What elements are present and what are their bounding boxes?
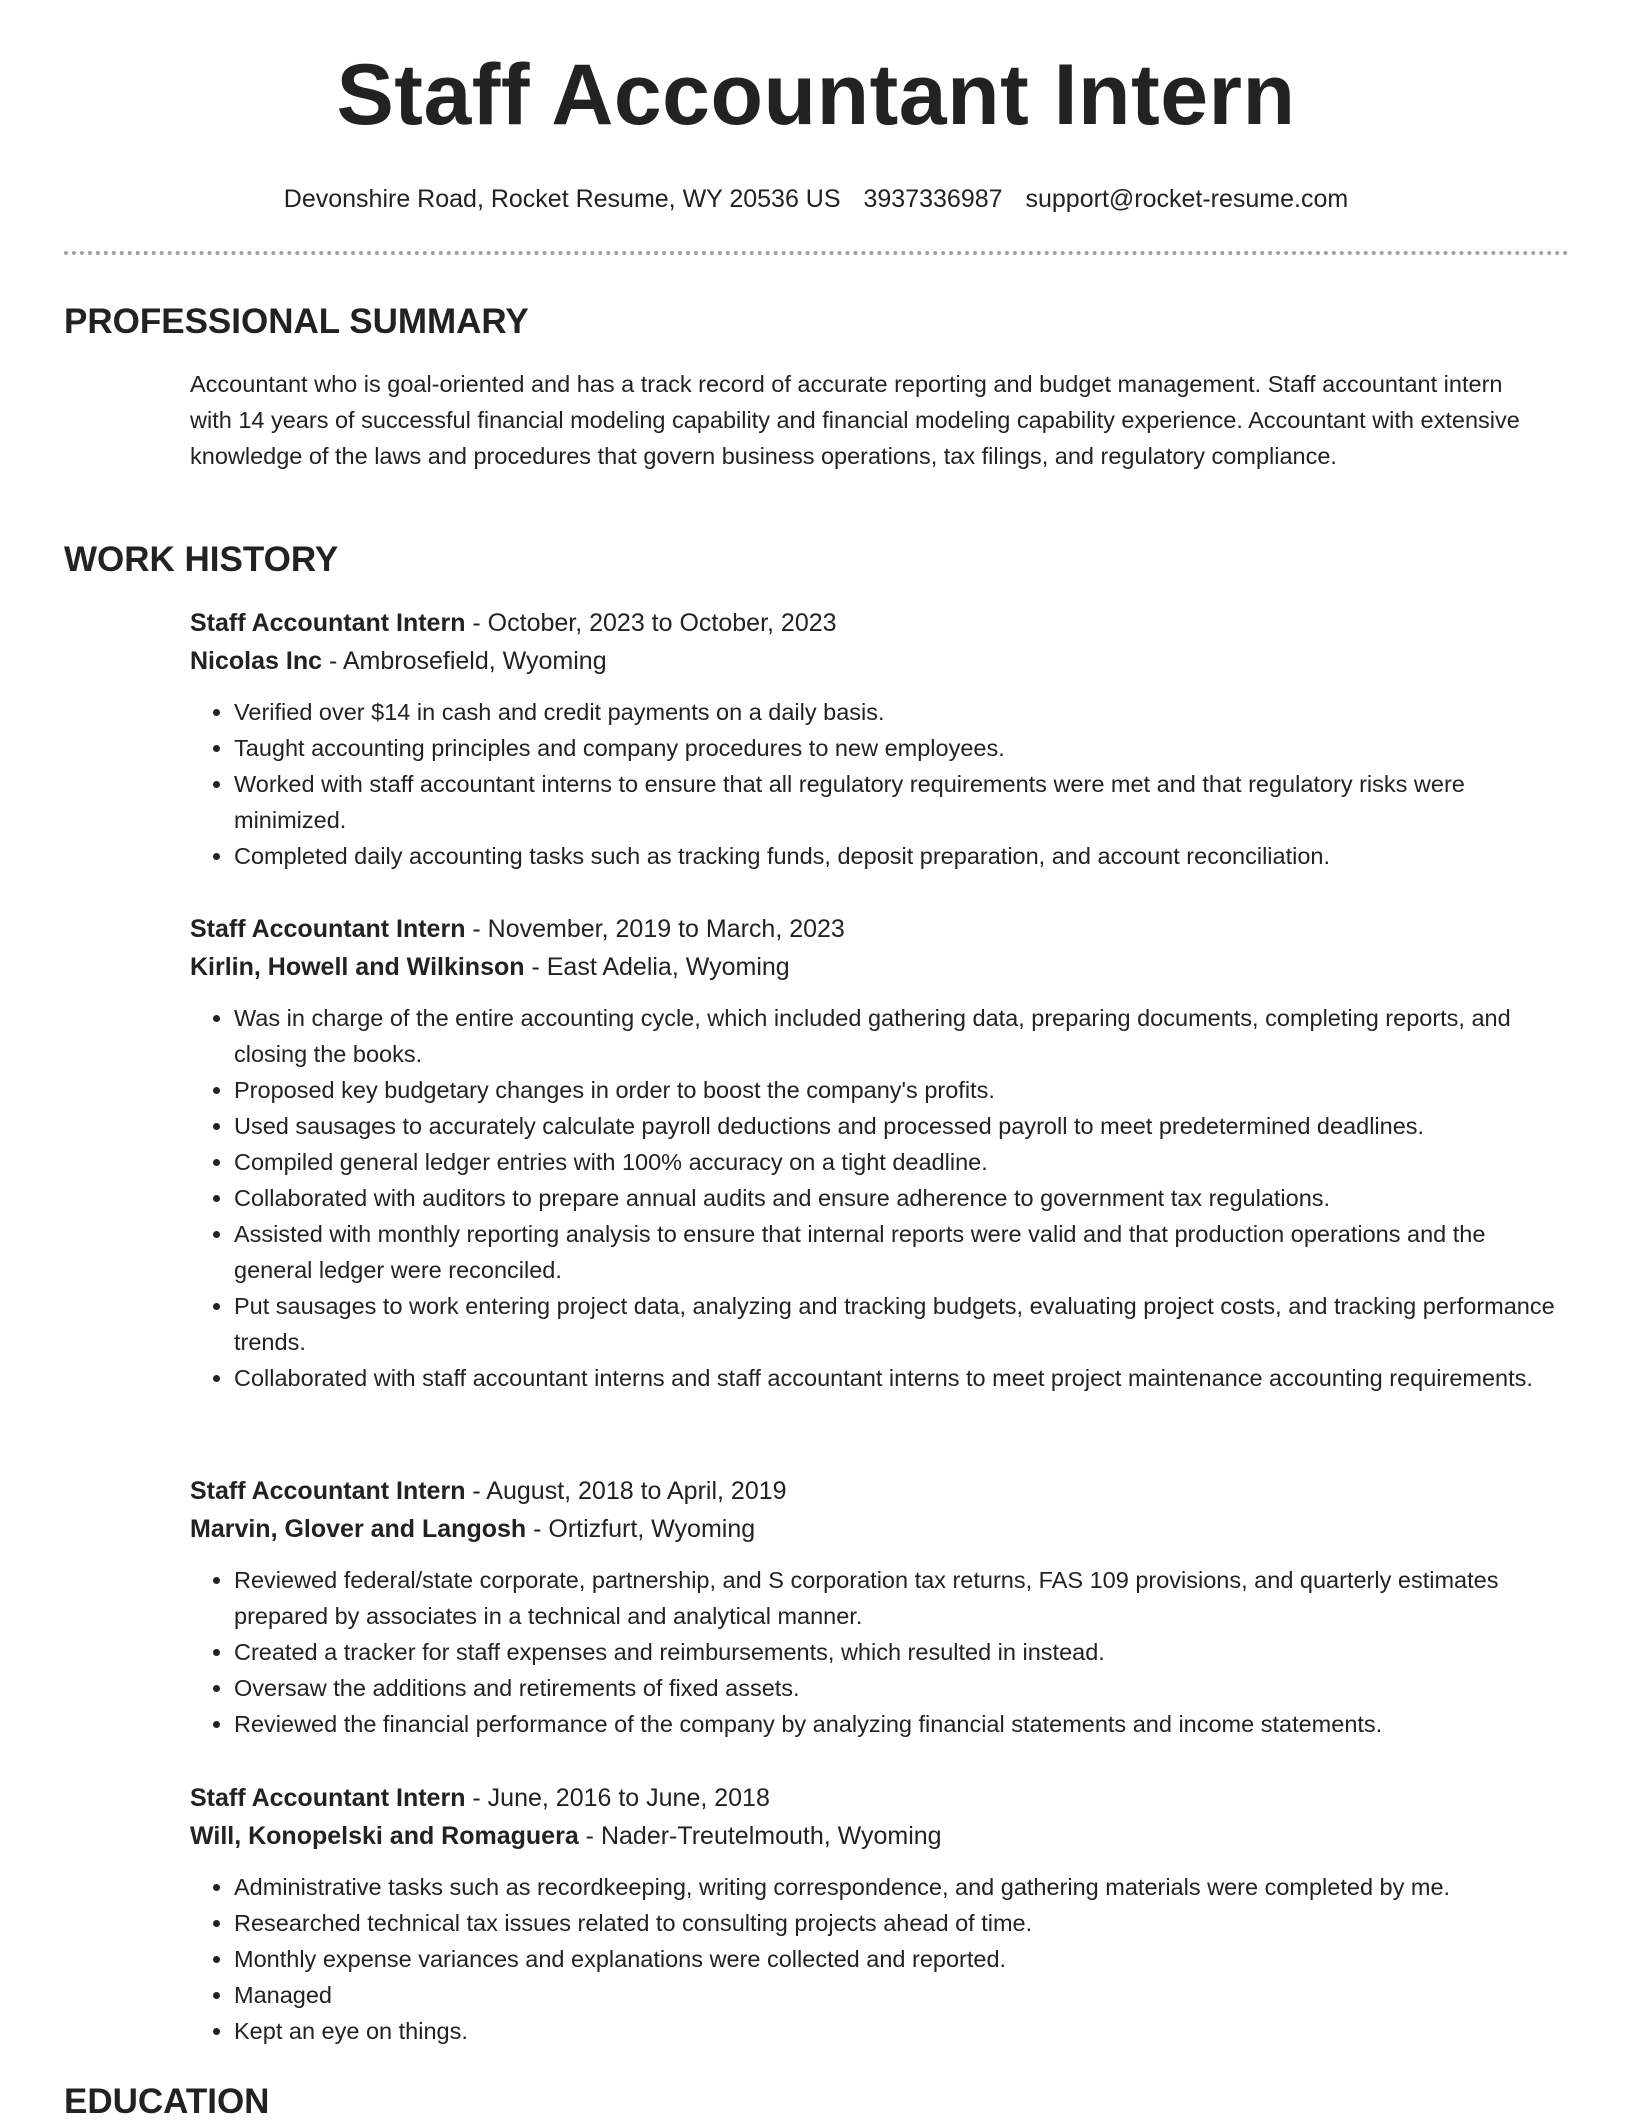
job-company-line bbox=[190, 1817, 1570, 1855]
job-title-line bbox=[190, 1472, 1570, 1510]
section-title-education: EDUCATION bbox=[64, 2082, 270, 2121]
section-title-summary: PROFESSIONAL SUMMARY bbox=[64, 302, 529, 341]
job-bullet: • Completed daily accounting tasks such as tracking funds, deposit preparation, and account reconciliation. bbox=[234, 838, 1570, 874]
job-dates: - November, 2019 to March, 2023 bbox=[465, 915, 845, 943]
job-location: - East Adelia, Wyoming bbox=[524, 953, 790, 981]
contact-address: Devonshire Road, Rocket Resume, WY 20536 US bbox=[283, 185, 841, 213]
job-bullet: • Was in charge of the entire accounting cycle, which included gathering data, preparing documents, completing reports, and closing the books. bbox=[234, 1000, 1570, 1072]
job-bullet: • Taught accounting principles and company procedures to new employees. bbox=[234, 730, 1570, 766]
job-title-line bbox=[190, 604, 1570, 642]
job-bullet: • Reviewed federal/state corporate, partnership, and S corporation tax returns, FAS 109 provisions, and quarterly estimates prepared by associates in a technical and analytical manner. bbox=[234, 1562, 1570, 1634]
job-bullet: • Created a tracker for staff expenses and reimbursements, which resulted in instead. bbox=[234, 1634, 1570, 1670]
job-role: Staff Accountant Intern bbox=[190, 1784, 466, 1812]
job-bullet: • Assisted with monthly reporting analysis to ensure that internal reports were valid and that production operations and the general ledger were reconciled. bbox=[234, 1216, 1570, 1288]
job-title-line bbox=[190, 1779, 1570, 1817]
job-bullet: • Researched technical tax issues related to consulting projects ahead of time. bbox=[234, 1905, 1570, 1941]
job-role: Staff Accountant Intern bbox=[190, 1477, 466, 1505]
job-bullet: • Reviewed the financial performance of the company by analyzing financial statements and income statements. bbox=[234, 1706, 1570, 1742]
job-location: - Ambrosefield, Wyoming bbox=[322, 647, 607, 675]
job-company: Will, Konopelski and Romaguera bbox=[190, 1822, 579, 1850]
job-entry bbox=[190, 1779, 1570, 2049]
contact-phone: 3937336987 bbox=[863, 185, 1003, 213]
job-bullets bbox=[190, 1000, 1570, 1396]
section-title-work-history: WORK HISTORY bbox=[64, 540, 339, 579]
job-bullets bbox=[190, 1562, 1570, 1742]
job-bullet: • Put sausages to work entering project data, analyzing and tracking budgets, evaluating project costs, and tracking performance trends. bbox=[234, 1288, 1570, 1360]
job-role: Staff Accountant Intern bbox=[190, 609, 466, 637]
contact-email[interactable]: support@rocket-resume.com bbox=[1025, 185, 1349, 213]
job-bullet: • Collaborated with staff accountant interns and staff accountant interns to meet project maintenance accounting requirements. bbox=[234, 1360, 1570, 1396]
job-location: - Nader-Treutelmouth, Wyoming bbox=[578, 1822, 942, 1850]
job-entry bbox=[190, 604, 1570, 874]
job-company-line bbox=[190, 1510, 1570, 1548]
job-bullets bbox=[190, 1869, 1570, 2049]
job-company-line bbox=[190, 642, 1570, 680]
candidate-name: Staff Accountant Intern bbox=[336, 47, 1296, 143]
job-role: Staff Accountant Intern bbox=[190, 915, 466, 943]
job-location: - Ortizfurt, Wyoming bbox=[526, 1515, 756, 1543]
job-bullets bbox=[190, 694, 1570, 874]
job-company: Kirlin, Howell and Wilkinson bbox=[190, 953, 525, 981]
job-bullet: • Collaborated with auditors to prepare annual audits and ensure adherence to government tax regulations. bbox=[234, 1180, 1570, 1216]
job-company: Marvin, Glover and Langosh bbox=[190, 1515, 527, 1543]
job-bullet: • Oversaw the additions and retirements of fixed assets. bbox=[234, 1670, 1570, 1706]
job-bullet: • Monthly expense variances and explanations were collected and reported. bbox=[234, 1941, 1570, 1977]
job-company: Nicolas Inc bbox=[190, 647, 322, 675]
job-company-line bbox=[190, 948, 1570, 986]
job-bullet: • Managed bbox=[234, 1977, 1570, 2013]
job-bullet: • Used sausages to accurately calculate payroll deductions and processed payroll to meet predetermined deadlines. bbox=[234, 1108, 1570, 1144]
job-entry bbox=[190, 1472, 1570, 1742]
job-bullet: • Compiled general ledger entries with 100% accuracy on a tight deadline. bbox=[234, 1144, 1570, 1180]
job-bullet: • Administrative tasks such as recordkeeping, writing correspondence, and gathering materials were completed by me. bbox=[234, 1869, 1570, 1905]
job-dates: - August, 2018 to April, 2019 bbox=[465, 1477, 787, 1505]
job-bullet: • Worked with staff accountant interns to ensure that all regulatory requirements were met and that regulatory risks were minimized. bbox=[234, 766, 1570, 838]
job-title-line bbox=[190, 910, 1570, 948]
header-divider bbox=[64, 251, 1569, 255]
job-bullet: • Kept an eye on things. bbox=[234, 2013, 1570, 2049]
job-bullet: • Proposed key budgetary changes in order to boost the company's profits. bbox=[234, 1072, 1570, 1108]
job-bullet: • Verified over $14 in cash and credit payments on a daily basis. bbox=[234, 694, 1570, 730]
job-dates: - June, 2016 to June, 2018 bbox=[465, 1784, 770, 1812]
job-dates: - October, 2023 to October, 2023 bbox=[465, 609, 837, 637]
contact-line bbox=[0, 184, 1632, 214]
summary-text: Accountant who is goal-oriented and has a track record of accurate reporting and budget management. Staff accountant intern with 14 years of successful financial modeling capability and financial modeling capability experience. Accountant with extensive knowledge of the laws and procedures that govern business operations, tax filings, and regulatory compliance. bbox=[190, 371, 1520, 469]
job-entry bbox=[190, 910, 1570, 1396]
